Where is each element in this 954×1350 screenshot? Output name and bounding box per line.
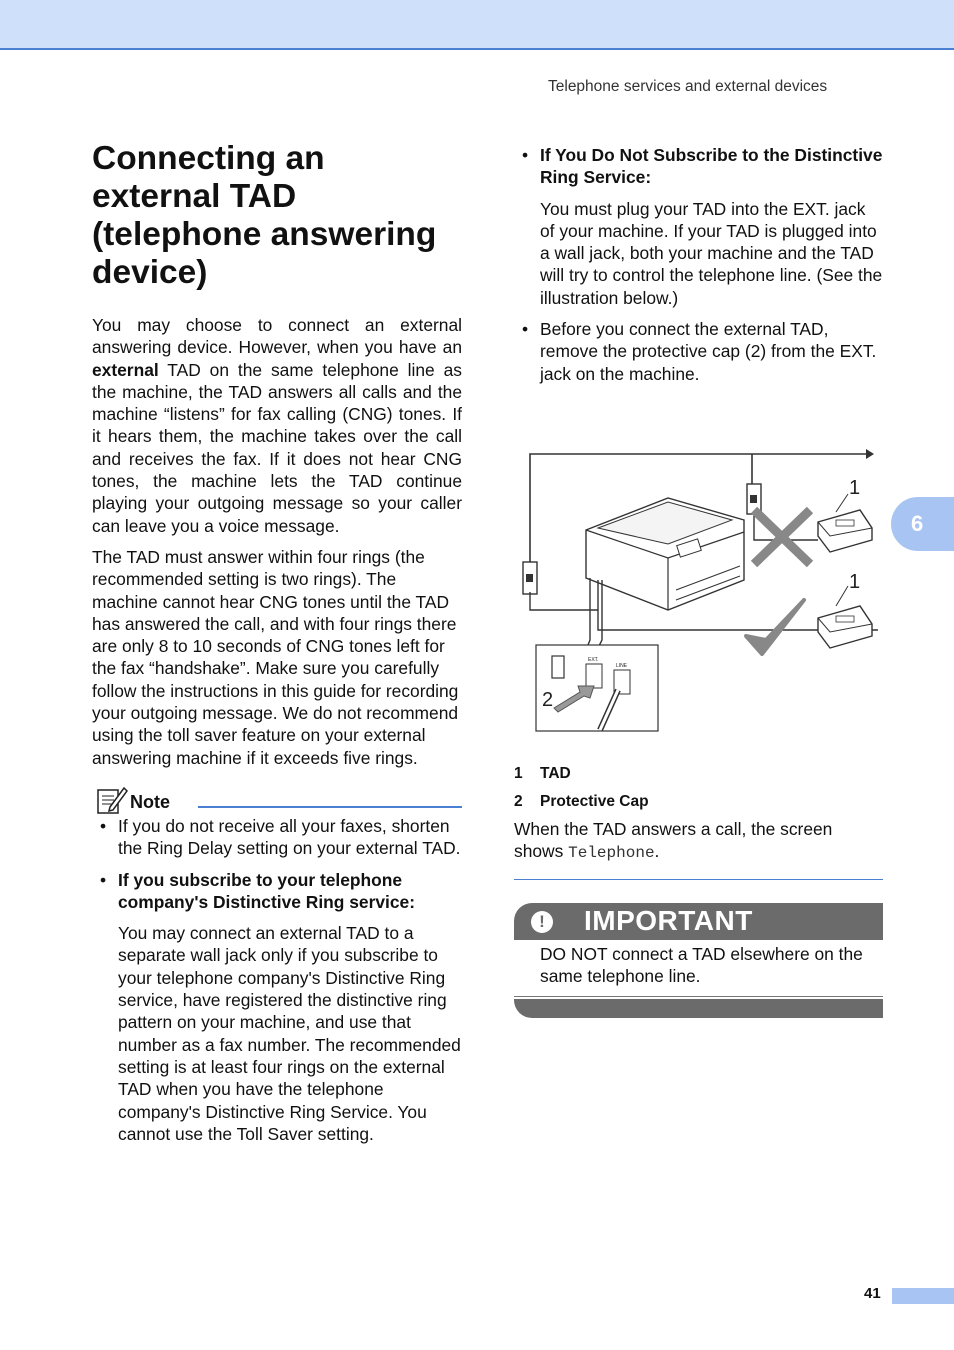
intro-text-b: TAD on the same telephone line as the machine, the TAD answers all calls and the machine “listens” for fax calling (CNG) tones. If it hears them, the machine takes over the call and receives the fax. If it does not hear CNG tones, the machine lets the TAD continue playing your outgoing message so your caller can leave you a voice message. (92, 359, 462, 536)
wrong-x-icon (754, 510, 810, 564)
legend-num: 1 (514, 765, 523, 782)
right-list (514, 144, 884, 189)
note-rule (198, 806, 462, 808)
screen-message: Telephone (568, 844, 655, 863)
important-footer-bar (514, 999, 883, 1018)
legend-label: TAD (540, 765, 571, 782)
bullet-no-subscribe (514, 144, 884, 189)
figure-legend (514, 760, 884, 816)
distinctive-ring-text: You may connect an external TAD to a separate wall jack only if you subscribe to your telephone company's Distinctive Ring service, have registered the distinctive ring pattern on your machine, and use that number as a fax number. The recommended setting is at least four rings on the external TAD when you have the telephone company's Distinctive Ring Service. You cannot use the Toll Saver setting. (118, 923, 461, 1144)
chapter-tab (891, 497, 954, 551)
note-bullet-distinctive (92, 869, 462, 914)
note-pencil-icon (96, 785, 128, 815)
page-title: Connecting an external TAD (telephone answering device) (92, 140, 437, 291)
legend-num: 2 (514, 793, 523, 810)
bullet-no-subscribe-heading: If You Do Not Subscribe to the Distinctive Ring Service: (540, 145, 883, 188)
screen-shows-end: . (654, 841, 660, 862)
important-title: IMPORTANT (584, 905, 753, 936)
screen-shows-text: When the TAD answers a call, the screen shows (514, 819, 833, 862)
note-list (92, 815, 462, 913)
legend-row-cap (514, 788, 884, 816)
ext-label: EXT. (588, 657, 599, 663)
right-list-2 (514, 318, 884, 385)
tad-device-bottom (818, 606, 872, 648)
tad-device-top (818, 510, 872, 552)
important-text: DO NOT connect a TAD elsewhere on the same telephone line. (540, 944, 863, 987)
important-rule (514, 996, 883, 997)
running-header: Telephone services and external devices (548, 78, 828, 95)
left-column (92, 140, 462, 1154)
intro-text-a: You may choose to connect an external answering device. However, when you have an (92, 315, 462, 358)
page-number: 41 (864, 1285, 881, 1302)
tad-connection-illustration (518, 440, 880, 740)
top-band (0, 0, 954, 50)
rings-paragraph: The TAD must answer within four rings (the recommended setting is two rings). The machine cannot hear CNG tones until the TAD has answered the call, and with four rings there are only 8 to 10 seconds of CNG tones left for the fax “handshake”. Make sure you carefully follow the instructions in this guide for recording your outgoing message. We do not recommend using the toll saver feature on your external answering machine if it exceeds five rings. (92, 546, 459, 768)
bullet-protective-cap: • Before you connect the external TAD, remove the protective cap (2) from the EXT. jack on the machine. (514, 318, 884, 385)
printer-machine (586, 498, 744, 610)
page-number-bar (892, 1288, 954, 1304)
callout-2: 2 (542, 689, 554, 711)
intro-paragraph (92, 314, 462, 537)
protective-cap-inset (536, 645, 658, 731)
legend-label: Protective Cap (540, 793, 649, 810)
callout-1-top: 1 (849, 477, 861, 499)
important-banner (514, 903, 883, 940)
screen-shows-paragraph (514, 818, 884, 865)
callout-1-bottom: 1 (849, 571, 861, 593)
note-bullet-ring-delay: • If you do not receive all your faxes, shorten the Ring Delay setting on your external TAD. (92, 815, 462, 860)
chapter-number: 6 (911, 511, 924, 536)
right-column (514, 144, 884, 394)
section-rule (514, 879, 883, 880)
legend-row-tad (514, 760, 884, 788)
line-label: LINE (616, 663, 628, 669)
no-subscribe-text: You must plug your TAD into the EXT. jack of your machine. If your TAD is plugged into a wall jack, both your machine and the TAD will try to control the telephone line. (See the illustration below.) (540, 198, 883, 308)
warning-icon: ! (531, 911, 553, 933)
note-title: Note (130, 791, 170, 812)
correct-check-icon (746, 600, 804, 654)
note-bullet-heading: If you subscribe to your telephone company's Distinctive Ring service: (118, 869, 415, 912)
intro-bold: external (92, 359, 159, 380)
note-header (92, 785, 462, 815)
